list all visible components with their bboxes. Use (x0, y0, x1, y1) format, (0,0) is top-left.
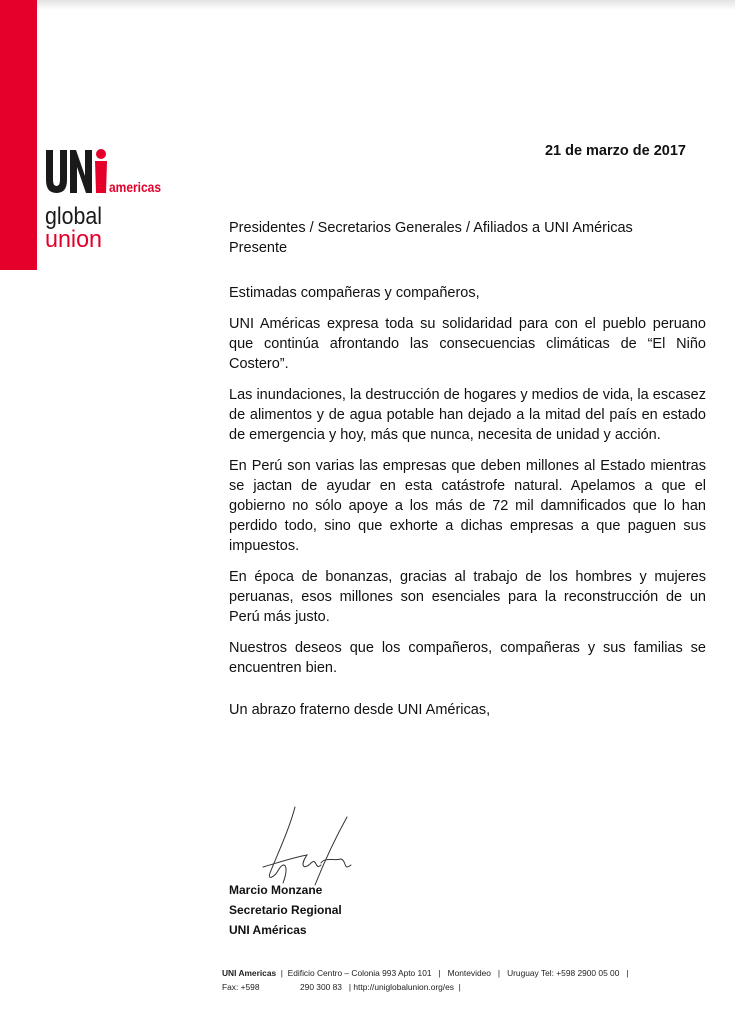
footer-fax-web: 290 300 83 | http://uniglobalunion.org/es | (300, 982, 461, 992)
letter-date: 21 de marzo de 2017 (544, 143, 686, 159)
paragraph: En época de bonanzas, gracias al trabajo de los hombres y mujeres peruanas, esos millones son esenciales para la reconstrucción de un Perú más justo. (229, 569, 706, 625)
signer-name: Marcio Monzane (229, 883, 323, 897)
closing-line: Un abrazo fraterno desde UNI Américas, (229, 702, 491, 718)
footer-address: | Edificio Centro – Colonia 993 Apto 101 | Montevideo | Uruguay Tel: +598 2900 05 00 | (276, 968, 629, 978)
letterhead-footer (222, 966, 722, 994)
paragraph: Las inundaciones, la destrucción de hogares y medios de vida, la escasez de alimentos y de agua potable han dejado a la mitad del país en estado de emergencia y hoy, más que nunca, necesita de unidad y acción. (229, 387, 706, 443)
paragraph: Nuestros deseos que los compañeros, compañeras y sus familias se encuentren bien. (229, 640, 706, 676)
logo-global-text: global (45, 203, 102, 230)
brand-red-bar (0, 0, 37, 270)
footer-fax-label: Fax: +598 (222, 982, 260, 992)
signer-block (229, 880, 429, 940)
logo-americas-text: americas (109, 180, 161, 195)
signer-org: UNI Américas (229, 923, 307, 937)
footer-org: UNI Americas (222, 968, 277, 978)
recipient-presente: Presente (229, 240, 288, 256)
letter-body (229, 283, 706, 731)
recipient-line: Presidentes / Secretarios Generales / Afiliados a UNI Américas (229, 220, 633, 236)
footer-line-2 (222, 980, 722, 994)
paragraph: UNI Américas expresa toda su solidaridad para con el pueblo peruano que continúa afrontando las consecuencias climáticas de “El Niño Costero”. (229, 316, 706, 372)
salutation: Estimadas compañeras y compañeros, (229, 285, 480, 301)
recipient-block (229, 218, 709, 258)
page-top-shadow (0, 0, 735, 10)
uni-global-union-logo (44, 146, 168, 270)
signer-title: Secretario Regional (229, 903, 342, 917)
paragraph: En Perú son varias las empresas que deben millones al Estado mientras se jactan de ayudar en esta catástrofe natural. Apelamos a que el gobierno no sólo apoye a los más de 72 mil damnificados que lo han perdido todo, sino que exhorte a dichas empresas a que paguen sus impuestos. (229, 458, 706, 554)
logo-union-text: union (45, 226, 102, 253)
footer-line-1 (222, 966, 722, 980)
